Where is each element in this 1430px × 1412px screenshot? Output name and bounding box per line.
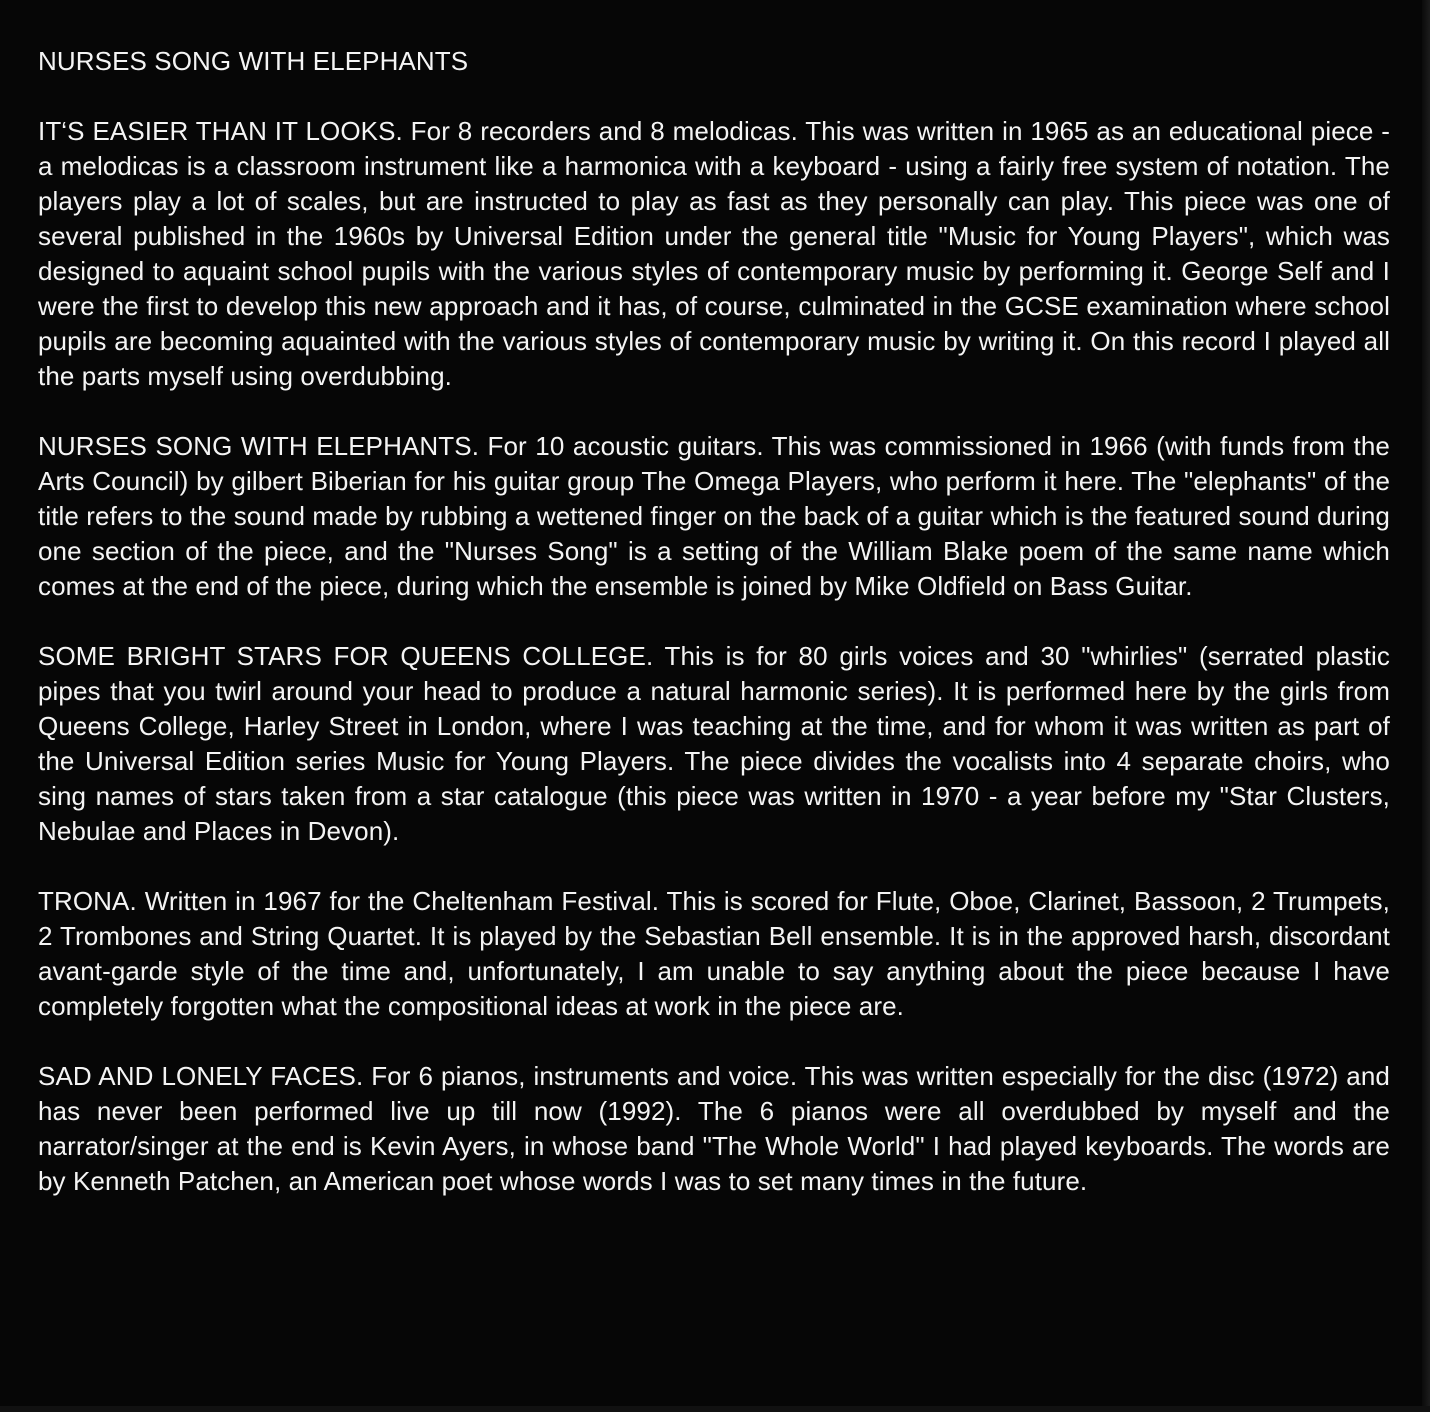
paragraph-its-easier-than-it-looks: IT‘S EASIER THAN IT LOOKS. For 8 recorders and 8 melodicas. This was written in 1965 as an educational piece - a melodicas is a classroom instrument like a harmonica with a keyboard - using a fairly free system of notation. The players play a lot of scales, but are instructed to play as fast as they personally can play. This piece was one of several published in the 1960s by Universal Edition under the general title "Music for Young Players", which was designed to aquaint school pupils with the various styles of contemporary music by performing it. George Self and I were the first to develop this new approach and it has, of course, culminated in the GCSE examination where school pupils are becoming aquainted with the various styles of contemporary music by writing it. On this record I played all the parts myself using overdubbing. bbox=[38, 116, 1390, 391]
paragraph-trona: TRONA. Written in 1967 for the Cheltenham Festival. This is scored for Flute, Oboe, Clarinet, Bassoon, 2 Trumpets, 2 Trombones and String Quartet. It is played by the Sebastian Bell ensemble. It is in the approved harsh, discordant avant-garde style of the time and, unfortunately, I am unable to say anything about the piece because I have completely forgotten what the compositional ideas at work in the piece are. bbox=[38, 886, 1390, 1021]
paragraph-sad-and-lonely-faces: SAD AND LONELY FACES. For 6 pianos, instruments and voice. This was written especially for the disc (1972) and has never been performed live up till now (1992). The 6 pianos were all overdubbed by myself and the narrator/singer at the end is Kevin Ayers, in whose band "The Whole World" I had played keyboards. The words are by Kenneth Patchen, an American poet whose words I was to set many times in the future. bbox=[38, 1061, 1390, 1196]
paragraph-some-bright-stars: SOME BRIGHT STARS FOR QUEENS COLLEGE. This is for 80 girls voices and 30 "whirlies" (serrated plastic pipes that you twirl around your head to produce a natural harmonic series). It is performed here by the girls from Queens College, Harley Street in London, where I was teaching at the time, and for whom it was written as part of the Universal Edition series Music for Young Players. The piece divides the vocalists into 4 separate choirs, who sing names of stars taken from a star catalogue (this piece was written in 1970 - a year before my "Star Clusters, Nebulae and Places in Devon). bbox=[38, 641, 1390, 846]
scan-edge-bottom bbox=[0, 1406, 1430, 1412]
page-heading: NURSES SONG WITH ELEPHANTS bbox=[38, 46, 469, 76]
scan-edge-right bbox=[1422, 0, 1430, 1412]
liner-notes-page bbox=[38, 44, 1390, 1234]
paragraph-nurses-song-with-elephants: NURSES SONG WITH ELEPHANTS. For 10 acoustic guitars. This was commissioned in 1966 (with funds from the Arts Council) by gilbert Biberian for his guitar group The Omega Players, who perform it here. The "elephants" of the title refers to the sound made by rubbing a wettened finger on the back of a guitar which is the featured sound during one section of the piece, and the "Nurses Song" is a setting of the William Blake poem of the same name which comes at the end of the piece, during which the ensemble is joined by Mike Oldfield on Bass Guitar. bbox=[38, 431, 1390, 601]
